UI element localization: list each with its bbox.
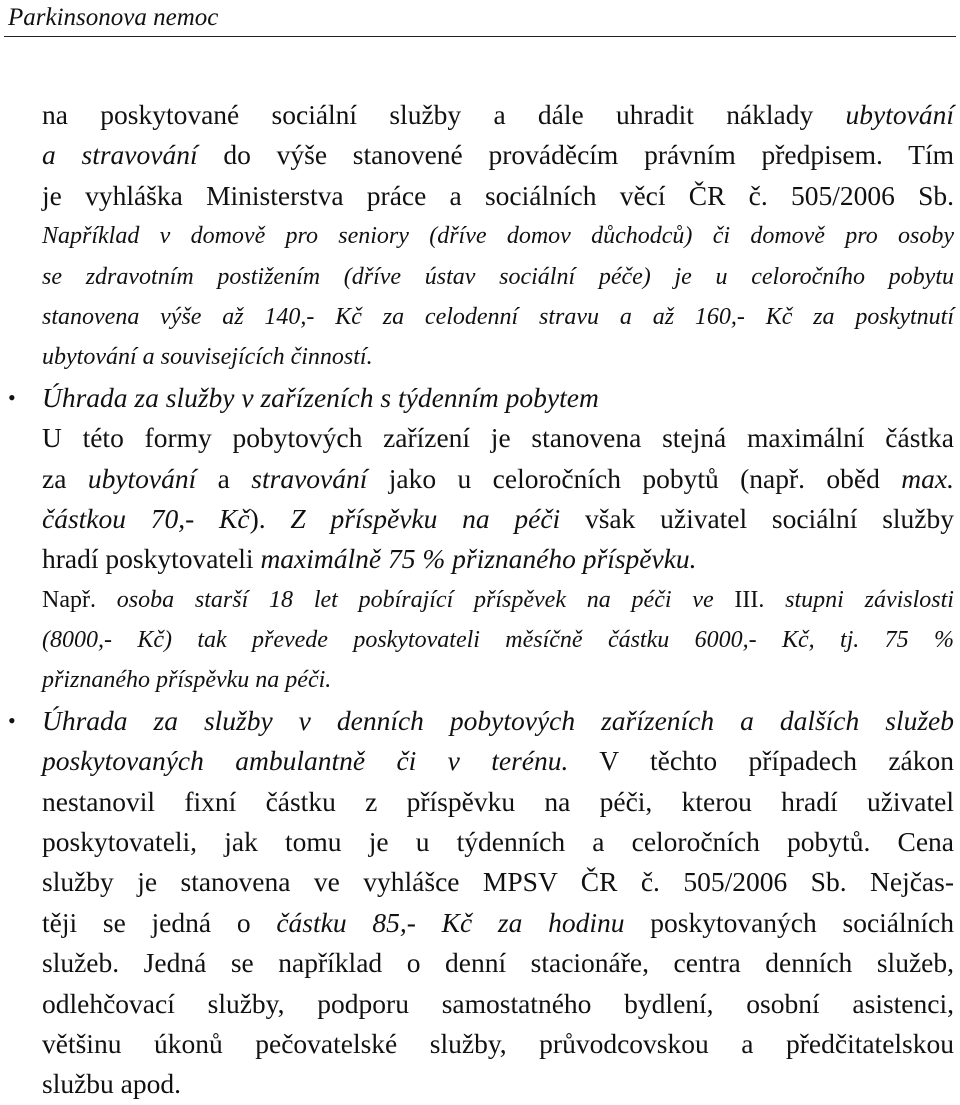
text-line: ubytování a souvisejících činností. (42, 344, 373, 371)
header-rule (4, 36, 956, 37)
bullet-heading-weekly-stay: • Úhrada za služby v zařízeních s týdenním pobytem (42, 378, 954, 418)
text-line: odlehčovací služby, podporu samostatného bydlení, osobní asistenci, (42, 987, 954, 1019)
bullet-marker: • (8, 384, 16, 410)
text-line: většinu úkonů pečovatelské služby, průvodcovskou a předčitatelskou (42, 1027, 954, 1059)
bullet-marker: • (8, 707, 16, 733)
text-line: služby je stanovena ve vyhlášce MPSV ČR č. 505/2006 Sb. Nejčas- (42, 866, 954, 898)
text-line: poskytovaných ambulantně či v terénu. V těchto případech zákon (42, 745, 954, 777)
text-line: přiznaného příspěvku na péči. (42, 667, 332, 694)
text-line: hradí poskytovateli maximálně 75 % přiznaného příspěvku. (42, 543, 697, 575)
text-line: (8000,- Kč) tak převede poskytovateli měsíčně částku 6000,- Kč, tj. 75 % (42, 627, 954, 654)
text-line: za ubytování a stravování jako u celoročních pobytů (např. oběd max. (42, 462, 954, 494)
text-line: poskytovateli, jak tomu je u týdenních a celoročních pobytů. Cena (42, 826, 954, 858)
text-line: se zdravotním postižením (dříve ústav sociální péče) je u celoročního pobytu (42, 263, 954, 290)
text-line: a stravování do výše stanovené prováděcím právním předpisem. Tím (42, 139, 954, 171)
bullet-heading-day-services: • Úhrada za služby v denních pobytových zařízeních a dalších služeb (42, 701, 954, 741)
body-text (8, 95, 954, 1105)
text-line: na poskytované sociální služby a dále uhradit náklady ubytování (42, 99, 954, 130)
text-line: těji se jedná o částku 85,- Kč za hodinu poskytovaných sociálních (42, 906, 954, 938)
text-line: služeb. Jedná se například o denní stacionáře, centra denních služeb, (42, 947, 954, 979)
text-line: stanovena výše až 140,- Kč za celodenní stravu a až 160,- Kč za poskytnutí (42, 303, 954, 330)
text-line: U této formy pobytových zařízení je stanovena stejná maximální částka (42, 422, 954, 454)
text-line: částkou 70,- Kč). Z příspěvku na péči však uživatel sociální služby (42, 502, 954, 534)
text-line: nestanovil fixní částku z příspěvku na péči, kterou hradí uživatel (42, 785, 954, 817)
text-line: Např. osoba starší 18 let pobírající příspěvek na péči ve III. stupni závislosti (42, 586, 954, 613)
running-header: Parkinsonova nemoc (8, 4, 219, 31)
text-line: Například v domově pro seniory (dříve domov důchodců) či domově pro osoby (42, 223, 954, 250)
text-line: službu apod. (42, 1068, 182, 1100)
text-line: je vyhláška Ministerstva práce a sociálních věcí ČR č. 505/2006 Sb. (42, 179, 954, 211)
